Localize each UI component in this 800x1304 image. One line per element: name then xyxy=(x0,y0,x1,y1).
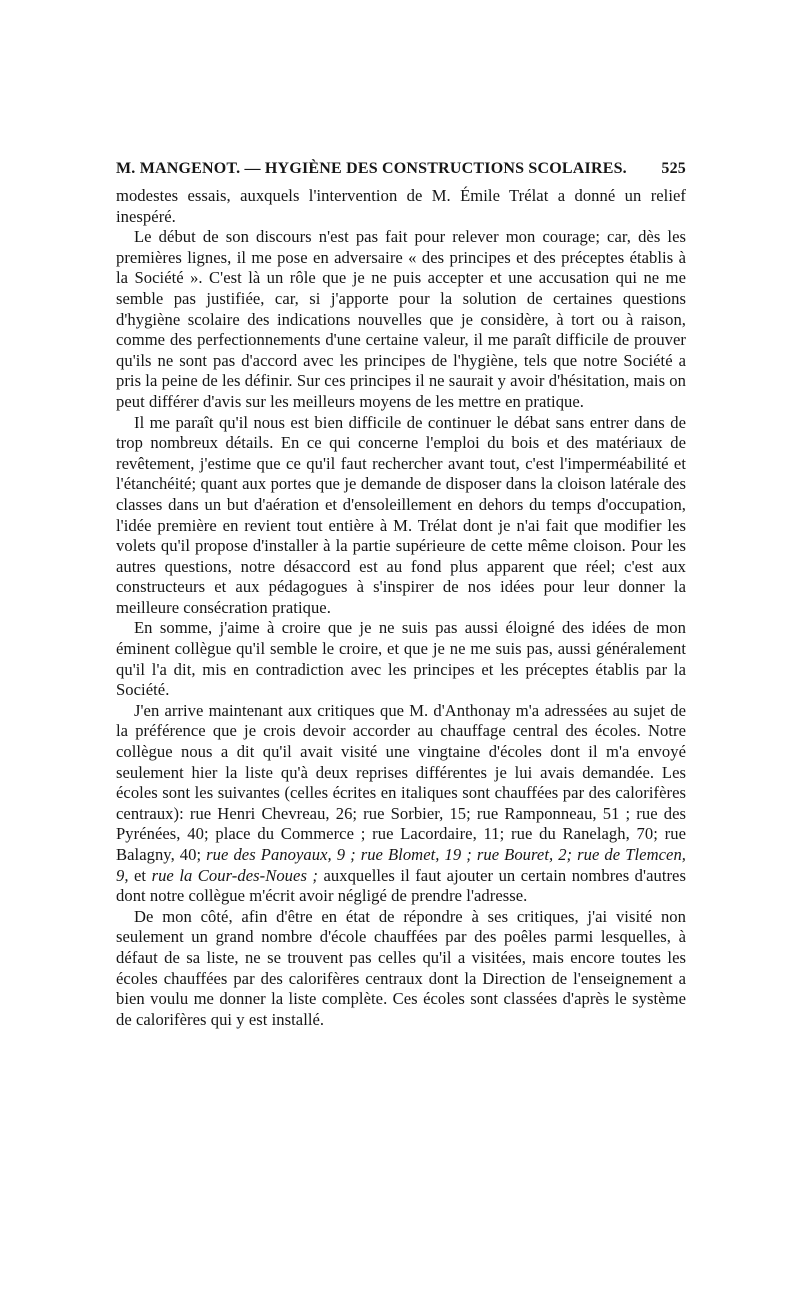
running-head xyxy=(116,160,686,182)
paragraph: De mon côté, afin d'être en état de répondre à ses critiques, j'ai visité non seulement un grand nombre d'école chauffées par des poêles parmi lesquelles, à défaut de sa liste, ne se trouvent pas celles qu'il a visitées, mais encore toutes les écoles chauffées par des calorifères centraux dont la Direction de l'enseignement a bien voulu me donner la liste complète. Ces écoles sont classées d'après le système de calorifères qui y est installé. xyxy=(116,906,686,1029)
paragraph-text: auxquelles il faut ajouter un certain nombres d'autres dont notre collègue m'écrit avoir négligé de prendre l'adresse. xyxy=(116,865,686,906)
page xyxy=(116,160,686,1030)
running-title: M. MANGENOT. — HYGIÈNE DES CONSTRUCTIONS SCOLAIRES. xyxy=(116,160,627,177)
paragraph-text: et xyxy=(128,865,152,885)
paragraph: modestes essais, auxquels l'intervention de M. Émile Trélat a donné un relief inespéré. xyxy=(116,186,686,226)
paragraph-text: J'en arrive maintenant aux critiques que M. d'Anthonay m'a adressées au sujet de la préférence que je crois devoir accorder au chauffage central des écoles. Notre collègue nous a dit qu'il avait visité une vingtaine d'écoles dont il m'a envoyé seulement hier la liste qu'à deux reprises différentes je lui avais demandée. Les écoles sont les suivantes (celles écrites en italiques sont chauffées par des calorifères centraux): rue Henri Chevreau, 26; rue Sorbier, 15; rue Ramponneau, 51 ; rue des Pyrénées, 40; place du Commerce ; rue Lacordaire, 11; rue du Ranelagh, 70; rue Balagny, 40; xyxy=(116,700,686,864)
body-text xyxy=(116,186,686,1030)
paragraph: En somme, j'aime à croire que je ne suis pas aussi éloigné des idées de mon éminent collègue qu'il semble le croire, et que je ne me suis pas, aussi généralement qu'il l'a dit, mis en contradiction avec les principes et les préceptes établis par la Société. xyxy=(116,618,686,700)
paragraph: Le début de son discours n'est pas fait pour relever mon courage; car, dès les premières lignes, il me pose en adversaire « des principes et des préceptes établis à la Société ». C'est là un rôle que je ne puis accepter et une accusation qui ne me semble pas justifiée, car, si j'apporte pour la solution de certaines questions d'hygiène scolaire des indications nouvelles que je considère, à tort ou à raison, comme des perfectionnements d'une certaine valeur, il me paraît difficile de prouver qu'ils ne sont pas d'accord avec les principes de l'hygiène, tels que notre Société a pris la peine de les définir. Sur ces principes il ne saurait y avoir d'hésitation, mais on peut différer d'avis sur les meilleurs moyens de les mettre en pratique. xyxy=(116,227,686,411)
paragraph: Il me paraît qu'il nous est bien difficile de continuer le débat sans entrer dans de trop nombreux détails. En ce qui concerne l'emploi du bois et des matériaux de revêtement, j'estime que ce qu'il faut rechercher avant tout, c'est l'imperméabilité et l'étanchéité; quant aux portes que je demande de disposer dans la cloison latérale des classes dans un but d'aération et d'ensoleillement en dehors du temps d'occupation, l'idée première en revient tout entière à M. Trélat dont je n'ai fait que modifier les volets qu'il propose d'installer à la partie supérieure de cette même cloison. Pour les autres questions, notre désaccord est au fond plus apparent que réel; c'est aux constructeurs et aux pédagogues à s'inspirer de nos idées pour leur donner la meilleure consécration pratique. xyxy=(116,412,686,617)
paragraph xyxy=(116,701,686,907)
italic-school-name: rue la Cour-des-Noues ; xyxy=(151,865,318,885)
italic-school-list: rue des Panoyaux, 9 ; rue Blomet, 19 ; rue Bouret, 2; rue de Tlemcen, 9, xyxy=(116,845,686,885)
page-number: 525 xyxy=(661,160,686,177)
